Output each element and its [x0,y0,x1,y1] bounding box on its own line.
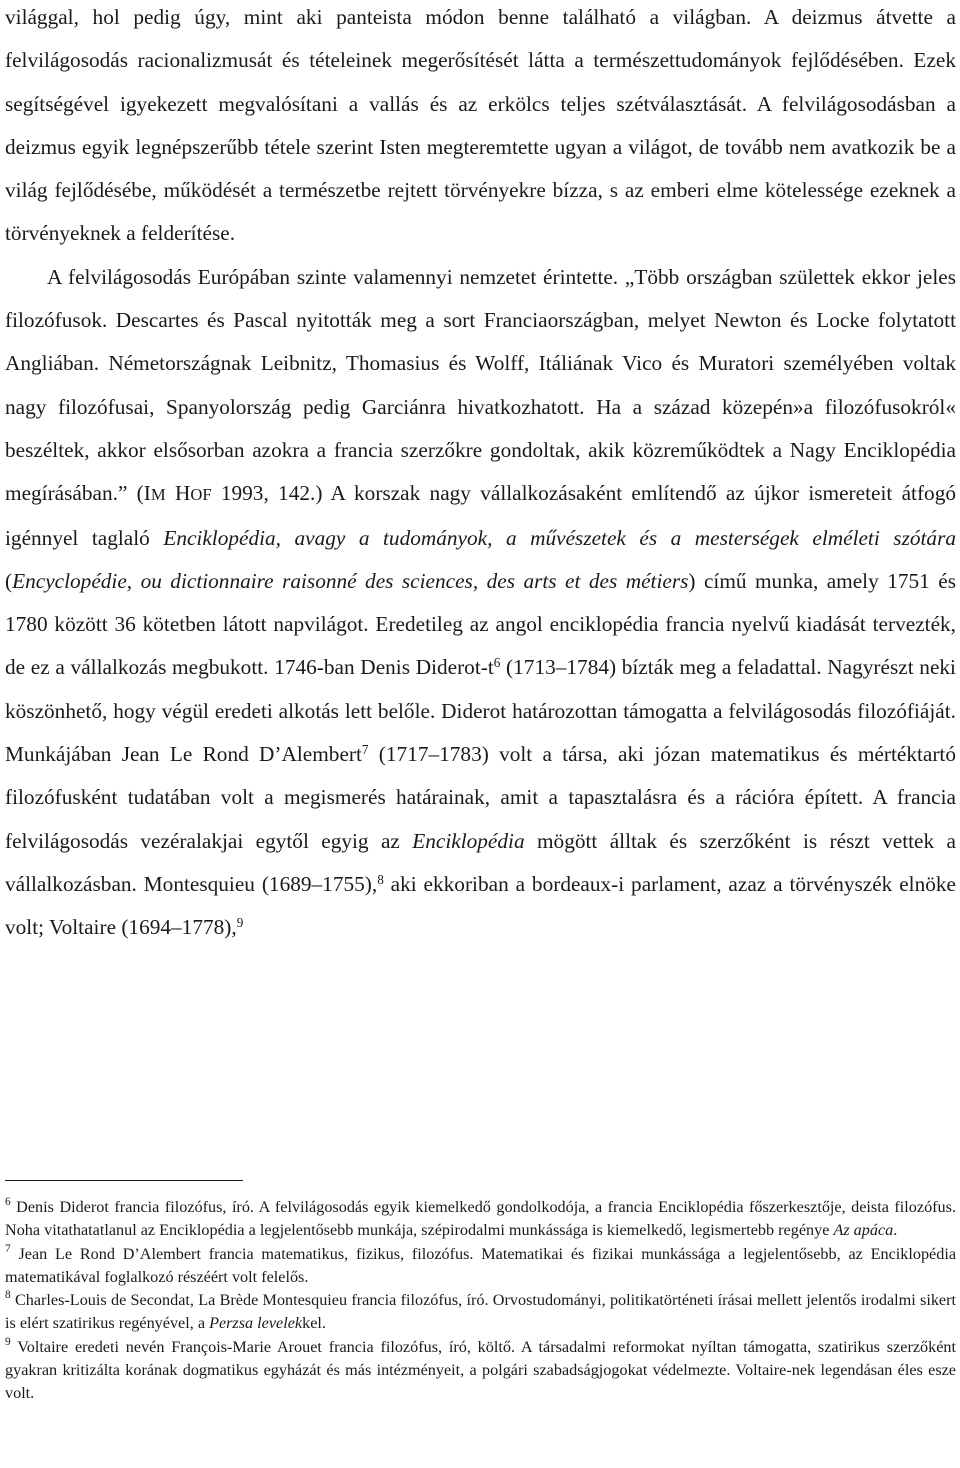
text-segment: (1717–1783) volt a társa, aki józan matematikus és mértéktartó filozófusként tudatában volt a megismerés határainak, amit a tapasztalásra és a rációra épített. A francia felvilágosodás vezéralakjai egytől egyig az [5,742,956,853]
text-segment: ) című munka, amely 1751 és 1780 között 36 kötetben látott napvilágot. Eredetileg az angol enciklopédia francia nyelvű kiadását tervezték, de ez a vállalkozás megbukott. 1746-ban Denis Diderot-t [5,568,956,680]
footnote-number: 7 [5,1242,11,1255]
footnote-ref-8[interactable]: 8 [377,871,384,887]
italic-enciklopedia: Enciklopédia [412,828,525,853]
text-segment: mögött álltak és szerzőként is részt vettek a vállalkozásban. Montesquieu (1689–1755), [5,828,956,896]
footnote-7 [5,1243,956,1290]
text-segment: aki ekkoriban a bordeaux-i parlament, azaz a törvényszék elnöke volt; Voltaire (1694–1778), [5,871,956,940]
footnote-text: Voltaire eredeti nevén François-Marie Arouet francia filozófus, író, költő. A társadalmi reformokat nyíltan támogatta, szatirikus szerzőként gyakran kritizálta korának dogmatikus egyházát és más intézményeit, a polgári szabadságjogokat védelmezte. Voltaire-nek legendásan éles esze volt. [5,1337,956,1403]
footnotes [5,1196,956,1406]
footnote-number: 8 [5,1289,11,1302]
footnote-italic: Perzsa levelek [209,1314,303,1333]
footnote-text: . [893,1221,898,1240]
footnote-ref-6[interactable]: 6 [493,655,501,671]
footnote-ref-7[interactable]: 7 [361,741,369,757]
citation-initial: H [165,481,191,506]
footnote-6 [5,1196,956,1243]
footnote-number: 6 [5,1196,11,1209]
text-segment: ( [5,568,13,593]
citation-smallcaps: M [150,485,166,505]
citation-smallcaps: OF [190,485,212,505]
paragraph-deism [5,0,956,256]
paragraph-deism-text: világgal, hol pedig úgy, mint aki panteista módon benne található a világban. A deizmus átvette a felvilágosodás racionalizmusát és tételeinek megerősítését látta a természettudományok fejlődésében. Ezek segítségével igyekezett megvalósítani a vallás és az erkölcs teljes szétválasztását. A felvilágosodásban a deizmus egyik legnépszerűbb tétele szerint Isten megteremtette ugyan a világot, de tovább nem avatkozik be a világ fejlődésébe, működését a természetbe rejtett törvényekre bízza, s az emberi elme kötelessége ezeknek a törvényeknek a felderítése. [5,5,956,246]
body-text [5,0,956,950]
footnote-8 [5,1289,956,1336]
footnote-ref-9[interactable]: 9 [236,914,244,930]
footnote-text: Jean Le Rond D’Alembert francia matematikus, fizikus, filozófus. Matematikai és fizikai munkássága a legjelentősebb, az Enciklopédia matematikával foglalkozó részéért volt felelős. [5,1244,956,1286]
footnote-9 [5,1336,956,1406]
italic-title-fr: Encyclopédie, ou dictionnaire raisonné des sciences, des arts et des métiers [12,568,689,593]
footnote-italic: Az apáca [833,1221,894,1240]
text-segment: 1993, 142.) A korszak nagy vállalkozásaként említendő az újkor ismereteit átfogó igénnyel taglaló [5,481,956,550]
footnote-separator [5,1180,243,1181]
footnote-text: Charles-Louis de Secondat, La Brède Montesquieu francia filozófus, író. Orvostudományi, politikatörténeti írásai mellett jelentős irodalmi sikert is elért szatirikus regényével, a [5,1291,956,1333]
text-segment: (1713–1784) bízták meg a feladattal. Nagyrészt neki köszönhető, hogy végül eredeti alkotás lett belőle. Diderot határozottan támogatta a felvilágosodás filozófiáját. Munkájában Jean Le Rond D’Alembert [5,655,956,767]
text-segment: A felvilágosodás Európában szinte valamennyi nemzetet érintette. „Több országban születtek ekkor jeles filozófusok. Descartes és Pascal nyitották meg a sort Franciaországban, melyet Newton és Locke folytatott Angliában. Németországnak Leibnitz, Thomasius és Wolff, Itáliának Vico és Muratori személyében voltak nagy filozófusai, Spanyolország pedig Garciánra hivatkozhatott. Ha a század közepén»a filozófusokról« beszéltek, akkor elsősorban azokra a francia szerzőkre gondoltak, akik közreműködtek a Nagy Enciklopédia megírásában.” (I [5,264,956,506]
paragraph-enlightenment [5,256,956,950]
italic-title-hu: Enciklopédia, avagy a tudományok, a művészetek és a mesterségek elméleti szótára [163,525,957,550]
footnote-text: Denis Diderot francia filozófus, író. A felvilágosodás egyik kiemelkedő gondolkodója, a francia Enciklopédia főszerkesztője, deista filozófus. Noha vitathatatlanul az Enciklopédia a legjelentősebb munkája, szépirodalmi munkássága is kiemelkedő, legismertebb regénye [5,1198,956,1240]
footnote-number: 9 [5,1335,11,1348]
footnote-text: kel. [302,1314,326,1333]
